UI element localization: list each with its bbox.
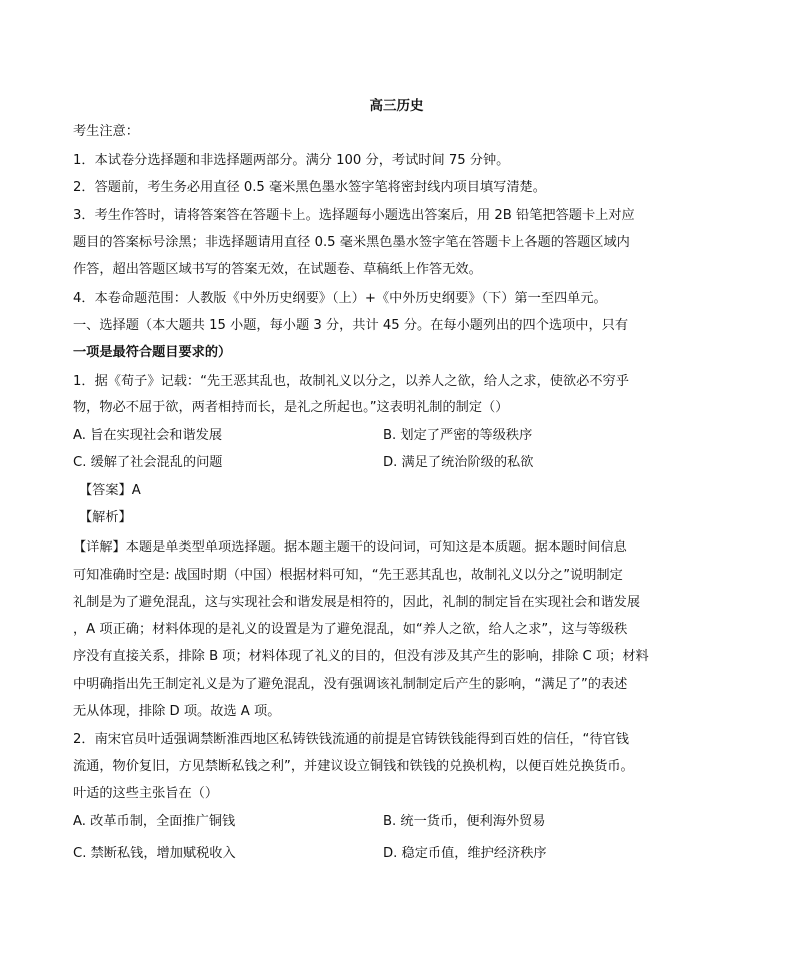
q1-option-c: C. 缓解了社会混乱的问题 [73, 455, 223, 470]
q2-stem-cont-2: 叶适的这些主张旨在（） [73, 786, 219, 801]
q1-stem-cont: 物，物必不屈于欲，两者相持而长，是礼之所起也。”这表明礼制的制定（） [73, 400, 509, 415]
section-heading-cont: 一项是最符合题目要求的） [73, 345, 232, 360]
q2-option-c: C. 禁断私钱，增加赋税收入 [73, 846, 236, 861]
page-title: 高三历史 [369, 98, 424, 114]
q1-detail-line: 序没有直接关系，排除 B 项；材料体现了礼义的目的，但没有涉及其产生的影响，排除 C 项；材料 [73, 649, 649, 664]
notice-item-3-cont-1: 题目的答案标号涂黑；非选择题请用直径 0.5 毫米黑色墨水签字笔在答题卡上各题的答题区域内 [73, 235, 630, 250]
notice-heading: 考生注意： [73, 124, 139, 139]
notice-item-4: 4．本卷命题范围：人教版《中外历史纲要》（上）+《中外历史纲要》（下）第一至四单元。 [73, 291, 607, 306]
q2-stem-cont-1: 流通，物价复旧，方见禁断私钱之利”，并建议设立铜钱和铁钱的兑换机构，以便百姓兑换货币。 [73, 759, 634, 774]
notice-item-3-cont-2: 作答，超出答题区域书写的答案无效，在试题卷、草稿纸上作答无效。 [73, 262, 482, 277]
q1-detail-line: 中明确指出先王制定礼义是为了避免混乱，没有强调该礼制制定后产生的影响，“满足了”的表述 [73, 677, 628, 692]
q1-detail-line: 【详解】本题是单类型单项选择题。据本题主题干的设问词，可知这是本质题。据本题时间信息 [73, 540, 627, 555]
q1-option-d: D. 满足了统治阶级的私欲 [383, 455, 534, 470]
q2-stem: 2．南宋官员叶适强调禁断淮西地区私铸铁钱流通的前提是官铸铁钱能得到百姓的信任，“待官钱 [73, 732, 629, 747]
q1-detail-line: 礼制是为了避免混乱，这与实现社会和谐发展是相符的，因此，礼制的制定旨在实现社会和谐发展 [73, 595, 641, 610]
q1-answer: 【答案】A [79, 483, 141, 498]
q1-stem: 1．据《荀子》记载：“先王恶其乱也，故制礼义以分之，以养人之欲，给人之求，使欲必不穷乎 [73, 374, 629, 389]
section-heading: 一、选择题（本大题共 15 小题，每小题 3 分，共计 45 分。在每小题列出的四个选项中，只有 [73, 318, 629, 333]
q1-option-a: A. 旨在实现社会和谐发展 [73, 428, 223, 443]
q2-option-d: D. 稳定币值，维护经济秩序 [383, 846, 547, 861]
q2-option-a: A. 改革币制，全面推广铜钱 [73, 814, 236, 829]
q2-option-b: B. 统一货币，便利海外贸易 [383, 814, 546, 829]
notice-item-1: 1．本试卷分选择题和非选择题两部分。满分 100 分，考试时间 75 分钟。 [73, 153, 510, 168]
q1-detail-line: 可知准确时空是: 战国时期（中国）根据材料可知，“先王恶其乱也，故制礼义以分之”说明制定 [73, 568, 623, 583]
q1-detail-line: 无从体现，排除 D 项。故选 A 项。 [73, 704, 281, 719]
notice-item-3: 3．考生作答时，请将答案答在答题卡上。选择题每小题选出答案后，用 2B 铅笔把答题卡上对应 [73, 208, 635, 223]
q1-analysis-heading: 【解析】 [79, 510, 132, 525]
notice-item-2: 2．答题前，考生务必用直径 0.5 毫米黑色墨水签字笔将密封线内项目填写清楚。 [73, 180, 546, 195]
q1-detail-line: ，A 项正确；材料体现的是礼义的设置是为了避免混乱，如“养人之欲，给人之求”，这与等级秩 [73, 622, 628, 637]
q1-option-b: B. 划定了严密的等级秩序 [383, 428, 533, 443]
